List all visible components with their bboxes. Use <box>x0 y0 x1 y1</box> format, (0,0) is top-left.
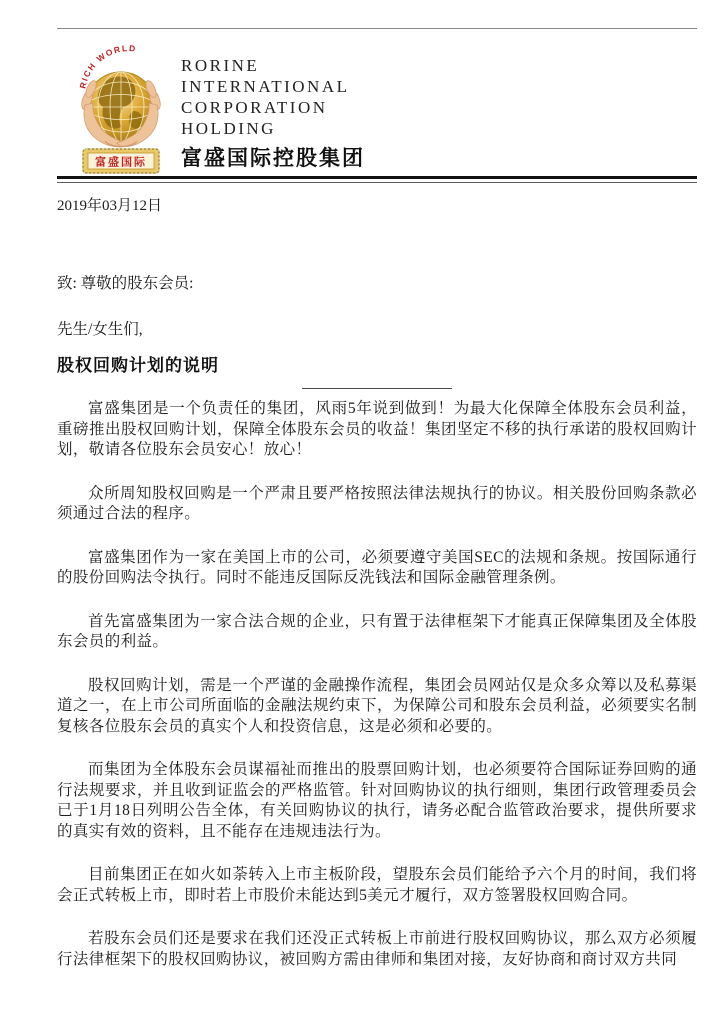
letter-body <box>57 399 697 970</box>
company-name-en: CORPORATION <box>181 98 328 117</box>
subject-underline <box>302 388 452 389</box>
paragraph: 富盛集团是一个负责任的集团，风雨5年说到做到！为最大化保障全体股东会员利益，重磅推出股权回购计划，保障全体股东会员的收益！集团坚定不移的执行承诺的股权回购计划，敬请各位股东会员安心！放心！ <box>57 400 697 458</box>
paragraph: 目前集团正在如火如荼转入上市主板阶段，望股东会员们能给予六个月的时间，我们将会正式转板上市，即时若上市股价未能达到5美元才履行，双方签署股权回购合同。 <box>57 866 697 904</box>
paragraph: 众所周知股权回购是一个严肃且要严格按照法律法规执行的协议。相关股份回购条款必须通过合法的程序。 <box>57 484 697 522</box>
logo-arc-text: RICH WORLD <box>77 45 138 90</box>
letter-date: 2019年03月12日 <box>57 198 163 214</box>
paragraph: 股权回购计划，需是一个严谨的金融操作流程，集团会员网站仅是众多众筹以及私募渠道之一，在上市公司所面临的金融法规约束下，为保障公司和股东会员利益，必须要实名制复核各位股东会员的真实个人和投资信息，这是必须和必要的。 <box>57 676 697 735</box>
letter-salutation: 致: 尊敬的股东会员: <box>57 275 194 292</box>
top-border-line <box>57 28 697 29</box>
letter-greeting: 先生/女生们, <box>57 321 143 338</box>
header-divider-line <box>57 176 697 183</box>
company-name-en: RORINE <box>181 56 260 75</box>
company-logo <box>75 45 167 175</box>
letterhead <box>57 45 697 173</box>
company-name-en: INTERNATIONAL <box>181 77 350 96</box>
paragraph: 而集团为全体股东会员谋福祉而推出的股票回购计划，也必须要符合国际证券回购的通行法规要求，并且收到证监会的严格监管。针对回购协议的执行细则，集团行政管理委员会已于1月18日列明公告全体，有关回购协议的执行，请务必配合监管政治要求，提供所要求的真实有效的资料，且不能存在违规违法行为。 <box>57 761 697 840</box>
paragraph: 首先富盛集团为一家合法合规的企业，只有置于法律框架下才能真正保障集团及全体股东会员的利益。 <box>57 612 697 650</box>
paragraph: 富盛集团作为一家在美国上市的公司，必须要遵守美国SEC的法规和条规。按国际通行的股份回购法令执行。同时不能违反国际反洗钱法和国际金融管理条例。 <box>57 548 697 586</box>
letter-subject-title: 股权回购计划的说明 <box>57 356 219 375</box>
logo-banner-text: 富盛国际 <box>95 156 147 169</box>
logo-banner <box>83 149 159 173</box>
company-name-cn: 富盛国际控股集团 <box>181 146 365 170</box>
paragraph: 若股东会员们还是要求在我们还没正式转板上市前进行股权回购协议，那么双方必须履行法律框架下的股权回购协议，被回购方需由律师和集团对接，友好协商和商讨双方共同 <box>57 930 697 968</box>
company-name-en: HOLDING <box>181 119 276 138</box>
company-name-block <box>181 45 365 172</box>
